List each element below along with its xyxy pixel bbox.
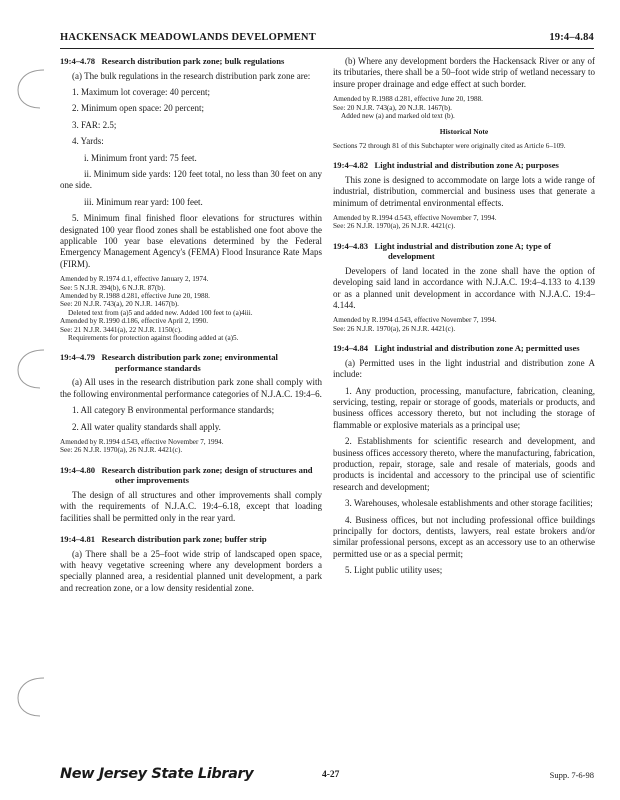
list-item: 1. Maximum lot coverage: 40 percent; <box>72 86 210 97</box>
section-heading: 19:4–4.83 Light industrial and distribution zone A; type of development <box>333 240 551 262</box>
running-header <box>60 32 594 49</box>
library-stamp: New Jersey State Library <box>60 766 254 782</box>
list-item: 3. Warehouses, wholesale establishments and other storage facilities; <box>345 498 593 509</box>
supplement-date: Supp. 7-6-98 <box>549 770 594 780</box>
list-item: 2. Establishments for scientific research and development, and business offices accessory thereto, where the manufacturing, fabrication, production, repair, storage, sale and resale of materials, goods and products is incidental and accessory to the principal use of scientific research and development; <box>333 436 595 492</box>
header-title: HACKENSACK MEADOWLANDS DEVELOPMENT <box>60 32 316 43</box>
list-item: ii. Minimum side yards: 120 feet total, no less than 30 feet on any one side. <box>60 168 322 191</box>
section-heading: 19:4–4.81 Research distribution park zone; buffer strip <box>60 534 267 545</box>
section-heading: 19:4–4.84 Light industrial and distribution zone A; permitted uses <box>333 343 580 354</box>
list-item: 4. Yards: <box>72 136 104 147</box>
paragraph: This zone is designed to accommodate on large lots a wide range of industrial, distribution, commercial and business uses that generate a minimum of detrimental environmental effects. <box>333 174 595 208</box>
list-item: 1. Any production, processing, manufacture, fabrication, cleaning, servicing, testing, repair or storage of goods, materials or products, and business offices accessory thereto, but not including the storage of flammable or explosive materials as a principal use; <box>333 385 595 430</box>
list-item: 5. Minimum final finished floor elevations for structures within designated 100 year flood zones shall be established one foot above the applicable 100 year base elevations determined by the Federal Emergency Management Agency's (FEMA) Flood Insurance Rate Maps (FIRM). <box>60 213 322 269</box>
list-item: 1. All category B environmental performance standards; <box>72 405 275 416</box>
list-item: i. Minimum front yard: 75 feet. <box>84 152 197 163</box>
paragraph: (a) All uses in the research distribution park zone shall comply with the following environmental performance categories of N.J.A.C. 19:4–6. <box>60 377 322 399</box>
section-heading: 19:4–4.78 Research distribution park zone; bulk regulations <box>60 56 285 66</box>
paragraph: (a) There shall be a 25–foot wide strip of landscaped open space, with heavy vegetative screening where any development borders a specially planned area, a residential planned unit development, a park and recreation zone, or a low density residential zone. <box>60 548 322 593</box>
list-item: 2. All water quality standards shall apply. <box>72 421 221 432</box>
binding-hole-mark <box>14 346 48 392</box>
right-column <box>333 56 595 582</box>
paragraph: (a) The bulk regulations in the research distribution park zone are: <box>72 70 311 81</box>
list-item: 4. Business offices, but not including professional office buildings principally for doctors, dentists, lawyers, real estate brokers and/or similar professional persons, except as an accessory use to an otherwise permitted use or as a special permit; <box>333 514 595 559</box>
list-item: iii. Minimum rear yard: 100 feet. <box>84 196 203 207</box>
section-heading: 19:4–4.79 Research distribution park zone; environmental performance standards <box>60 352 278 373</box>
list-item: 5. Light public utility uses; <box>345 565 443 576</box>
section-heading: 19:4–4.80 Research distribution park zone; design of structures and other improvements <box>60 464 313 486</box>
left-column <box>60 56 322 599</box>
paragraph: (b) Where any development borders the Hackensack River or any of its tributaries, there shall be a 50–foot wide strip of wetland necessary to insure proper drainage and edge effect at such border. <box>333 56 595 89</box>
paragraph: Developers of land located in the zone shall have the option of developing said land in accordance with N.J.A.C. 19:4–4.133 to 4.139 or as a planned unit development in accordance with N.J.A.C. 19:4–4.144. <box>333 265 595 310</box>
paragraph: (a) Permitted uses in the light industrial and distribution zone A include: <box>333 357 595 380</box>
list-item: 2. Minimum open space: 20 percent; <box>72 103 204 114</box>
section-heading: 19:4–4.82 Light industrial and distribution zone A; purposes <box>333 160 559 171</box>
amendment-notes: Amended by R.1994 d.543, effective November 7, 1994. See: 26 N.J.R. 1970(a), 26 N.J.R. 4421(c). <box>60 438 224 455</box>
page-number: 4-27 <box>322 770 340 780</box>
list-item: 3. FAR: 2.5; <box>72 119 117 130</box>
header-section-range: 19:4–4.84 <box>549 32 594 43</box>
binding-hole-mark <box>14 674 48 720</box>
historical-note: Sections 72 through 81 of this Subchapter were originally cited as Article 6–109. <box>333 141 566 150</box>
historical-note-title: Historical Note <box>439 127 489 137</box>
amendment-notes: Amended by R.1974 d.1, effective January 2, 1974. See: 5 N.J.R. 394(b), 6 N.J.R. 87(b). Amended by R.1988 d.281, effective June 20, 1988. See: 20 N.J.R. 743(a), 20 N.J.R. 1467(b). Deleted text from (a)5 and added new. Added 100 feet to (a)4iii. Amended by R.1990 d.186, effective April 2, 1990. See: 21 N.J.R. 3441(a), 22 N.J.R. 1150(c). Requirements for protection against flooding added at (a)5. <box>60 275 253 343</box>
page-footer <box>60 766 594 788</box>
amendment-notes: Amended by R.1994 d.543, effective November 7, 1994. See: 26 N.J.R. 1970(a), 26 N.J.R. 4421(c). <box>333 316 497 333</box>
paragraph: The design of all structures and other improvements shall comply with the requirements of N.J.A.C. 19:4–6.18, except that loading facilities shall be permitted only in the rear yard. <box>60 489 322 523</box>
amendment-notes: Amended by R.1988 d.281, effective June 20, 1988. See: 20 N.J.R. 743(a), 20 N.J.R. 1467(b). Added new (a) and marked old text (b). <box>333 95 483 121</box>
binding-hole-mark <box>14 66 48 112</box>
amendment-notes: Amended by R.1994 d.543, effective November 7, 1994. See: 26 N.J.R. 1970(a), 26 N.J.R. 4421(c). <box>333 213 497 231</box>
